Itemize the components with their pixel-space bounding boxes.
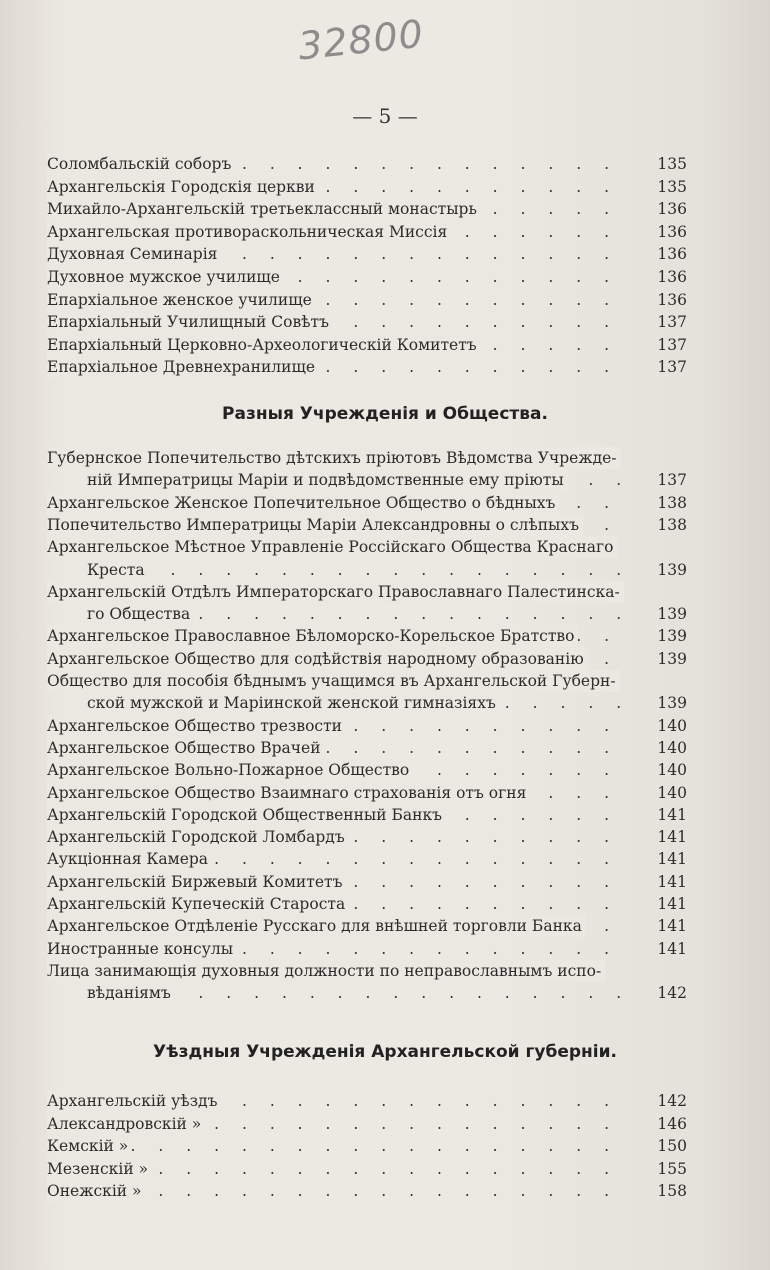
toc-entry-title: Аукціонная Камера bbox=[47, 848, 212, 870]
toc-entry bbox=[47, 1135, 687, 1157]
toc-entry bbox=[87, 982, 687, 1004]
toc-entry bbox=[47, 266, 687, 288]
toc-entry-title: ній Императрицы Маріи и подвѣдомственные ему пріюты bbox=[87, 469, 568, 491]
toc-entry bbox=[47, 536, 687, 558]
toc-entry-title: Общество для пособія бѣднымъ учащимся въ Архангельской Губерн- bbox=[47, 670, 620, 692]
toc-entry-title: Архангельское Женское Попечительное Общество о бѣдныхъ bbox=[47, 492, 559, 514]
toc-entry-title: Лица занимающія духовныя должности по неправославнымъ испо- bbox=[47, 960, 605, 982]
toc-entry-title: Архангельское Православное Бѣломорско-Корельское Братство bbox=[47, 625, 578, 647]
toc-entry-page: 139 bbox=[657, 694, 687, 713]
toc-entry-page: 135 bbox=[657, 155, 687, 173]
toc-entry-title: Иностранные консулы bbox=[47, 938, 237, 960]
toc-entry-title: Попечительство Императрицы Маріи Александровны о слѣпыхъ bbox=[47, 514, 583, 536]
toc-entry-title: Архангельскій Городской Ломбардъ bbox=[47, 826, 349, 848]
toc-entry bbox=[47, 826, 687, 848]
toc-entry bbox=[47, 893, 687, 915]
toc-entry bbox=[47, 447, 687, 469]
toc-entry-page: 139 bbox=[657, 560, 687, 579]
toc-entry-page: 138 bbox=[657, 493, 687, 512]
toc-entry bbox=[47, 648, 687, 670]
toc-entry-page: 135 bbox=[657, 177, 687, 196]
inventory-stamp: 32800 bbox=[296, 11, 426, 69]
toc-entry-title: Епархіальный Училищный Совѣтъ bbox=[47, 311, 333, 333]
toc-entry-title: Духовное мужское училище bbox=[47, 266, 284, 288]
toc-entry-page: 141 bbox=[657, 805, 687, 824]
toc-entry-title: Креста bbox=[87, 559, 149, 581]
toc-entry-page: 140 bbox=[657, 716, 687, 735]
toc-entry-page: 139 bbox=[657, 627, 687, 646]
toc-entry bbox=[47, 153, 687, 175]
toc-entry-title: Архангельская противораскольническая Миссія bbox=[47, 221, 451, 243]
toc-entry bbox=[47, 1158, 687, 1180]
toc-entry-title: Михайло-Архангельскій третьеклассный монастырь bbox=[47, 198, 481, 220]
toc-entry bbox=[47, 915, 687, 937]
toc-entry-page: 137 bbox=[657, 313, 687, 332]
toc-entry-page: 139 bbox=[657, 649, 687, 668]
toc-entry-title: Духовная Семинарія bbox=[47, 243, 221, 265]
toc-entry-title: Архангельскій уѣздъ bbox=[47, 1090, 221, 1112]
toc-entry-page: 137 bbox=[657, 471, 687, 490]
toc-entry bbox=[47, 356, 687, 378]
toc-entry-title: Архангельское Общество Врачей bbox=[47, 737, 325, 759]
toc-entry-page: 141 bbox=[657, 828, 687, 847]
toc-entry bbox=[47, 737, 687, 759]
toc-entry-page: 136 bbox=[657, 200, 687, 219]
toc-entry-page: 140 bbox=[657, 761, 687, 780]
toc-entry-title: вѣданіямъ bbox=[87, 982, 175, 1004]
toc-entry bbox=[47, 1113, 687, 1135]
toc-entry-title: Губернское Попечительство дѣтскихъ пріютовъ Вѣдомства Учрежде- bbox=[47, 447, 621, 469]
toc-entry-title: Архангельское Мѣстное Управленіе Россійскаго Общества Краснаго bbox=[47, 536, 617, 558]
toc-entry bbox=[87, 603, 687, 625]
toc-entry-title: Онежскій » bbox=[47, 1180, 146, 1202]
toc-entry bbox=[47, 176, 687, 198]
toc-entry-title: Епархіальный Церковно-Археологическій Комитетъ bbox=[47, 334, 481, 356]
toc-entry bbox=[47, 938, 687, 960]
toc-entry-title: Епархіальное Древнехранилище bbox=[47, 356, 319, 378]
toc-entry-title: Архангельское Отдѣленіе Русскаго для внѣшней торговли Банка bbox=[47, 915, 586, 937]
toc-entry-page: 141 bbox=[657, 939, 687, 958]
dot-leader bbox=[87, 559, 625, 581]
toc-entry-page: 142 bbox=[657, 1092, 687, 1110]
toc-entry bbox=[47, 848, 687, 870]
toc-entry-page: 141 bbox=[657, 850, 687, 869]
toc-entry-title: Архангельскій Купеческій Староста bbox=[47, 893, 349, 915]
toc-entry-title: Кемскій » bbox=[47, 1135, 132, 1157]
toc-entry-page: 139 bbox=[657, 605, 687, 624]
toc-entry bbox=[47, 804, 687, 826]
toc-entry bbox=[47, 198, 687, 220]
toc-entry-title: Архангельское Общество трезвости bbox=[47, 715, 346, 737]
toc-entry bbox=[47, 1180, 687, 1202]
dot-leader bbox=[47, 1135, 625, 1157]
toc-entry-page: 138 bbox=[657, 515, 687, 534]
toc-entry-page: 137 bbox=[657, 358, 687, 377]
toc-entry-page: 136 bbox=[657, 222, 687, 241]
toc-entry bbox=[47, 715, 687, 737]
toc-entry bbox=[87, 469, 687, 491]
page-number: — 5 — bbox=[352, 104, 418, 128]
toc-entry-page: 155 bbox=[657, 1159, 687, 1178]
toc-entry-page: 136 bbox=[657, 290, 687, 309]
toc-entry-title: Архангельское Общество Взаимнаго страхованія отъ огня bbox=[47, 782, 530, 804]
toc-entry-page: 146 bbox=[657, 1114, 687, 1133]
toc-entry-title: Епархіальное женское училище bbox=[47, 289, 316, 311]
toc-entry bbox=[47, 782, 687, 804]
toc-entry bbox=[47, 960, 687, 982]
toc-entry bbox=[47, 311, 687, 333]
toc-entry-page: 158 bbox=[657, 1182, 687, 1200]
section-heading-societies: Разныя Учрежденія и Общества. bbox=[222, 404, 548, 424]
toc-entry-title: Архангельскій Городской Общественный Банкъ bbox=[47, 804, 446, 826]
toc-entry-page: 136 bbox=[657, 268, 687, 286]
toc-entry bbox=[47, 759, 687, 781]
toc-entry bbox=[47, 243, 687, 265]
toc-entry-page: 137 bbox=[657, 335, 687, 354]
toc-entry-page: 136 bbox=[657, 245, 687, 264]
toc-entry-title: Александровскій » bbox=[47, 1113, 205, 1135]
toc-entry-page: 141 bbox=[657, 872, 687, 891]
toc-entry bbox=[47, 1090, 687, 1112]
toc-entry-title: Архангельскій Биржевый Комитетъ bbox=[47, 871, 346, 893]
toc-entry-title: Архангельское Общество для содѣйствія народному образованію bbox=[47, 648, 588, 670]
toc-entry-title: Архангельское Вольно-Пожарное Общество bbox=[47, 759, 413, 781]
toc-entry bbox=[47, 514, 687, 536]
toc-entry-title: го Общества bbox=[87, 603, 194, 625]
toc-entry-title: Архангельскія Городскія церкви bbox=[47, 176, 319, 198]
toc-entry bbox=[47, 871, 687, 893]
toc-entry bbox=[87, 559, 687, 581]
toc-entry bbox=[47, 221, 687, 243]
toc-entry-page: 140 bbox=[657, 783, 687, 802]
toc-entry-title: Соломбальскій соборъ bbox=[47, 153, 235, 175]
toc-entry bbox=[47, 581, 687, 603]
toc-entry-page: 142 bbox=[657, 984, 687, 1003]
toc-entry-title: Мезенскій » bbox=[47, 1158, 152, 1180]
toc-entry bbox=[47, 625, 687, 647]
toc-entry bbox=[87, 692, 687, 714]
toc-entry-page: 141 bbox=[657, 917, 687, 936]
toc-entry-page: 150 bbox=[657, 1137, 687, 1155]
toc-entry bbox=[47, 670, 687, 692]
section-heading-districts: Уѣздныя Учрежденія Архангельской губерніи. bbox=[153, 1042, 617, 1062]
toc-entry-title: Архангельскій Отдѣлъ Императорскаго Православнаго Палестинска- bbox=[47, 581, 624, 603]
toc-entry bbox=[47, 289, 687, 311]
toc-entry-title: ской мужской и Маріинской женской гимназіяхъ bbox=[87, 692, 500, 714]
toc-entry-page: 141 bbox=[657, 895, 687, 913]
toc-entry bbox=[47, 492, 687, 514]
toc-entry bbox=[47, 334, 687, 356]
toc-entry-page: 140 bbox=[657, 738, 687, 757]
